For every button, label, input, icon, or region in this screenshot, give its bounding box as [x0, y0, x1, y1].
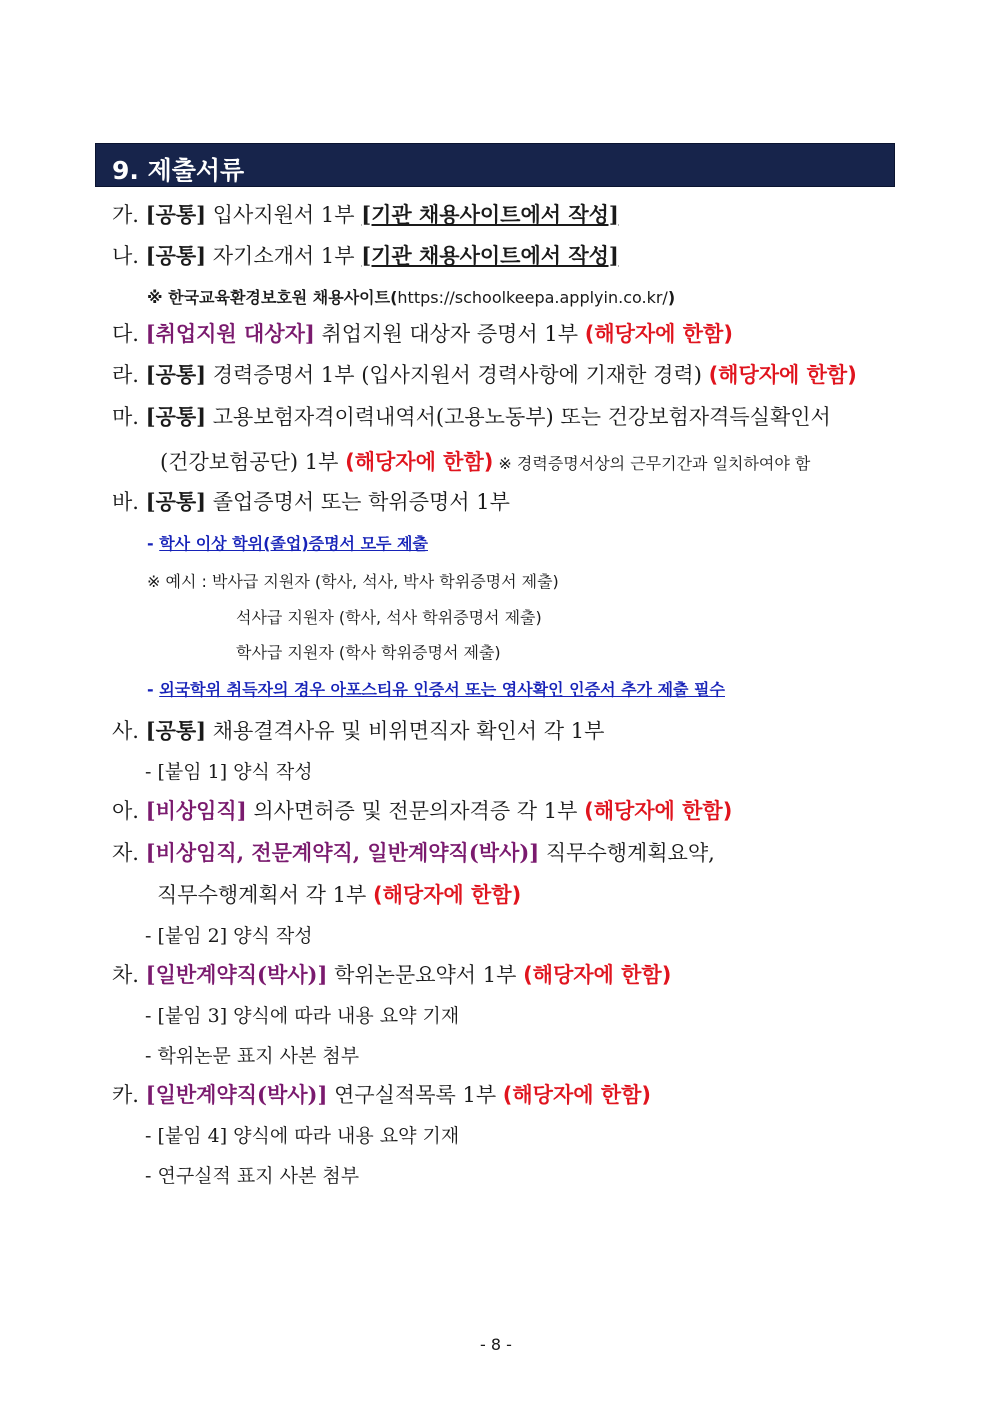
item-ka-sub1: - [붙임 4] 양식에 따라 내용 요약 기재 — [145, 1125, 460, 1147]
item-prefix: 차. — [112, 963, 146, 987]
item-sa — [112, 717, 604, 745]
item-tag: [취업지원 대상자] — [145, 321, 315, 346]
item-ba-sub1 — [147, 533, 428, 555]
site-url-link[interactable]: https://schoolkeepa.applyin.co.kr/ — [397, 288, 668, 307]
item-cha-sub1: - [붙임 3] 양식에 따라 내용 요약 기재 — [145, 1005, 460, 1027]
item-prefix: 자. — [112, 841, 146, 865]
item-cha-sub2: - 학위논문 표지 사본 첨부 — [145, 1045, 360, 1067]
item-prefix: 다. — [112, 322, 146, 346]
site-note-prefix: ※ 한국교육환경보호원 채용사이트( — [147, 288, 398, 307]
item-prefix: 카. — [112, 1083, 146, 1107]
item-ja-line2 — [157, 881, 521, 909]
item-condition: (해당자에 한함) — [502, 1083, 652, 1107]
section-title: 9. 제출서류 — [112, 156, 245, 185]
sub-dash: - — [147, 680, 160, 699]
section-header — [95, 143, 895, 187]
site-note-suffix: ) — [667, 288, 676, 307]
item-text: (건강보험공단) 1부 — [160, 450, 346, 474]
item-ba — [112, 488, 510, 516]
item-cha — [112, 961, 671, 989]
item-prefix: 아. — [112, 799, 146, 823]
item-ka-sub2: - 연구실적 표지 사본 첨부 — [145, 1165, 360, 1187]
item-condition: (해당자에 한함) — [523, 963, 672, 987]
example-3: 학사급 지원자 (학사 학위증명서 제출) — [236, 643, 501, 662]
item-sa-sub: - [붙임 1] 양식 작성 — [145, 761, 313, 783]
item-condition: (해당자에 한함) — [372, 883, 522, 907]
item-ma-line2 — [160, 448, 810, 476]
item-text: 고용보험자격이력내역서(고용노동부) 또는 건강보험자격득실확인서 — [206, 405, 831, 429]
item-tag: [공통] — [145, 362, 207, 387]
item-condition: (해당자에 한함) — [708, 363, 857, 387]
item-text: 경력증명서 1부 (입사지원서 경력사항에 기재한 경력) — [206, 363, 709, 387]
item-tag: [일반계약직(박사)] — [145, 962, 328, 987]
item-text: 입사지원서 1부 — [206, 203, 362, 227]
item-condition: (해당자에 한함) — [345, 450, 494, 474]
item-condition: (해당자에 한함) — [584, 322, 733, 346]
item-tag: [일반계약직(박사)] — [145, 1082, 328, 1107]
item-ka — [112, 1081, 651, 1109]
item-na — [112, 242, 619, 270]
item-note: [기관 채용사이트에서 작성] — [361, 243, 619, 268]
item-tag: [공통] — [145, 202, 207, 227]
item-ba-sub2 — [147, 679, 725, 701]
item-a — [112, 797, 732, 825]
item-text: 졸업증명서 또는 학위증명서 1부 — [206, 490, 510, 514]
item-tag: [공통] — [145, 718, 207, 743]
sub-dash: - — [147, 534, 160, 553]
item-prefix: 사. — [112, 719, 146, 743]
sub-text: 학사 이상 학위(졸업)증명서 모두 제출 — [159, 534, 428, 553]
site-note — [147, 287, 675, 309]
sub-text: 외국학위 취득자의 경우 아포스티유 인증서 또는 영사확인 인증서 추가 제출 필수 — [159, 680, 725, 699]
item-prefix: 라. — [112, 363, 146, 387]
item-tag: [공통] — [145, 404, 207, 429]
item-text: 취업지원 대상자 증명서 1부 — [314, 322, 585, 346]
item-ja-sub: - [붙임 2] 양식 작성 — [145, 925, 313, 947]
item-condition: (해당자에 한함) — [584, 799, 733, 823]
item-prefix: 바. — [112, 490, 146, 514]
item-prefix: 나. — [112, 244, 146, 268]
item-ga — [112, 201, 619, 229]
item-text: 직무수행계획서 각 1부 — [157, 883, 373, 907]
item-ja — [112, 839, 715, 867]
item-note: [기관 채용사이트에서 작성] — [361, 202, 619, 227]
item-da — [112, 320, 733, 348]
item-tag: [비상임직, 전문계약직, 일반계약직(박사)] — [145, 840, 540, 865]
page-number: - 8 - — [480, 1335, 512, 1354]
example-2: 석사급 지원자 (학사, 석사 학위증명서 제출) — [236, 608, 542, 627]
item-text: 채용결격사유 및 비위면직자 확인서 각 1부 — [206, 719, 605, 743]
item-text: 자기소개서 1부 — [206, 244, 362, 268]
item-tag: [공통] — [145, 489, 207, 514]
item-ra — [112, 361, 857, 389]
item-text: 의사면허증 및 전문의자격증 각 1부 — [246, 799, 585, 823]
item-text: 직무수행계획요약, — [539, 841, 715, 865]
item-ma — [112, 403, 831, 431]
item-text: 학위논문요약서 1부 — [327, 963, 524, 987]
item-prefix: 마. — [112, 405, 146, 429]
item-note: ※ 경력증명서상의 근무기간과 일치하여야 함 — [493, 454, 811, 473]
item-tag: [비상임직] — [145, 798, 247, 823]
item-tag: [공통] — [145, 243, 207, 268]
item-prefix: 가. — [112, 203, 146, 227]
example-1: ※ 예시 : 박사급 지원자 (학사, 석사, 박사 학위증명서 제출) — [147, 572, 559, 591]
item-text: 연구실적목록 1부 — [327, 1083, 503, 1107]
